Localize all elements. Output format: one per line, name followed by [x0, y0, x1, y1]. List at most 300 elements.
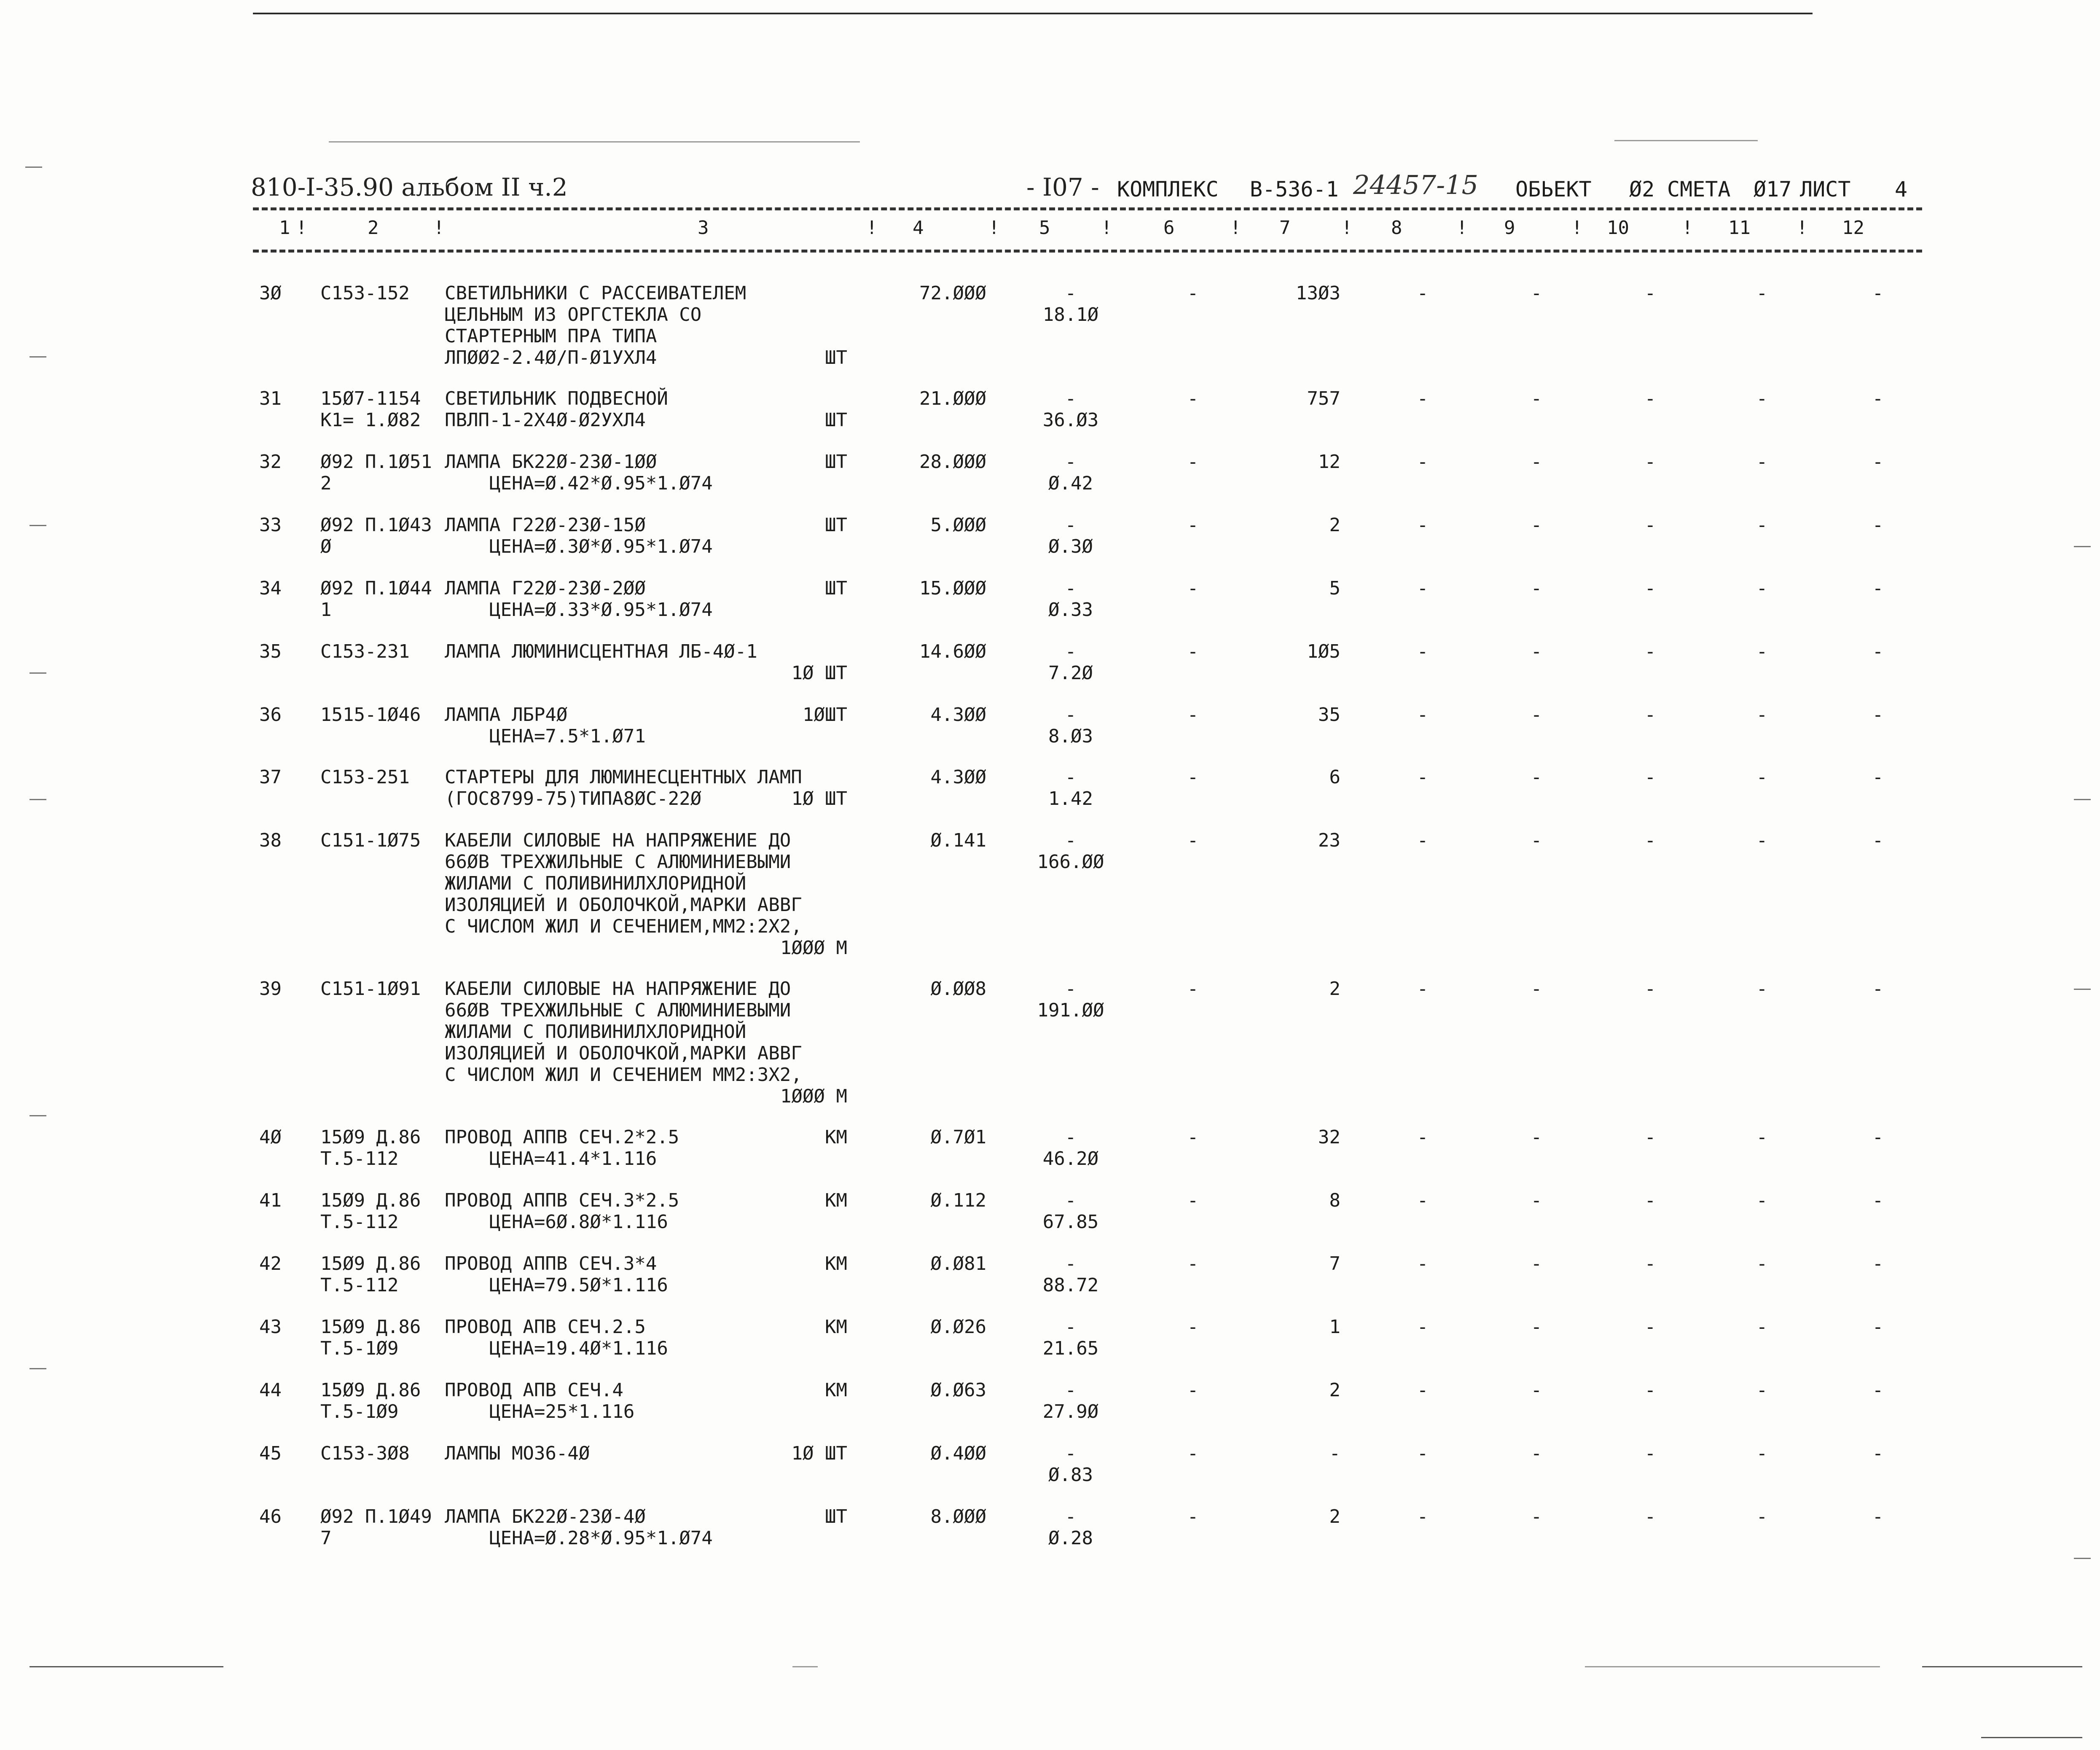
- description-line: ЖИЛАМИ С ПОЛИВИНИЛХЛОРИДНОЙ: [445, 1021, 747, 1043]
- column-number: 5: [1039, 217, 1050, 239]
- price-dash: -: [1065, 1316, 1077, 1338]
- col-12-value: -: [1872, 578, 1884, 599]
- top-sheet-rule: [253, 13, 1813, 14]
- col-8-value: -: [1417, 1316, 1429, 1338]
- column-separator: !: [1230, 217, 1241, 239]
- col-8-value: -: [1417, 578, 1429, 599]
- quantity: Ø.4ØØ: [930, 1443, 986, 1464]
- col-9-value: -: [1531, 1506, 1542, 1527]
- col-8-value: -: [1417, 514, 1429, 536]
- price-dash: -: [1065, 1190, 1077, 1211]
- row-number: 42: [259, 1253, 282, 1274]
- col-7-value: 757: [1307, 388, 1340, 409]
- col-7-value: 35: [1318, 704, 1340, 726]
- col-10-value: -: [1644, 514, 1656, 536]
- col-6-value: -: [1187, 514, 1199, 536]
- unit-price: Ø.33: [1048, 599, 1093, 621]
- row-number: 45: [259, 1443, 282, 1464]
- col-7-value: 12: [1318, 451, 1340, 473]
- description-line: ЛАМПА ЛБР4Ø: [445, 704, 568, 726]
- col-11-value: -: [1756, 388, 1768, 409]
- margin-mark: [30, 356, 46, 358]
- unit: ШТ: [825, 578, 847, 599]
- unit: КМ: [825, 1126, 847, 1148]
- code-line: Ø92 П.1Ø43: [320, 514, 432, 536]
- code-line: Ø92 П.1Ø44: [320, 578, 432, 599]
- col-8-value: -: [1417, 388, 1429, 409]
- sheet-number: 4: [1895, 177, 1908, 202]
- col-11-value: -: [1756, 830, 1768, 851]
- row-number: 35: [259, 641, 282, 662]
- code-line: С151-1Ø75: [320, 830, 421, 851]
- col-8-value: -: [1417, 704, 1429, 726]
- sheet-label: ЛИСТ: [1800, 177, 1851, 202]
- unit-price: 7.2Ø: [1048, 662, 1093, 684]
- unit-price: 36.Ø3: [1042, 409, 1099, 431]
- row-number: 31: [259, 388, 282, 409]
- quantity: 5.ØØØ: [930, 514, 986, 536]
- margin-mark: [30, 799, 46, 800]
- description-line: ЛПØØ2-2.4Ø/П-Ø1УХЛ4: [445, 347, 657, 368]
- handwritten-number: 24457-15: [1353, 169, 1479, 200]
- document-code: 810-I-35.90 альбом II ч.2: [251, 173, 568, 202]
- row-number: 36: [259, 704, 282, 726]
- quantity: Ø.Ø26: [930, 1316, 986, 1338]
- col-7-value: 32: [1318, 1126, 1340, 1148]
- code-line: 15Ø7-1154: [320, 388, 421, 409]
- col-8-value: -: [1417, 641, 1429, 662]
- description-line: ЛАМПЫ МО36-4Ø: [445, 1443, 590, 1464]
- col-10-value: -: [1644, 1443, 1656, 1464]
- code-line: 15Ø9 Д.86: [320, 1253, 421, 1274]
- col-10-value: -: [1644, 704, 1656, 726]
- col-6-value: -: [1187, 451, 1199, 473]
- column-number: 12: [1842, 217, 1864, 239]
- col-12-value: -: [1872, 704, 1884, 726]
- col-6-value: -: [1187, 704, 1199, 726]
- col-6-value: -: [1187, 1506, 1199, 1527]
- col-6-value: -: [1187, 641, 1199, 662]
- column-number: 3: [698, 217, 709, 239]
- code-line: Ø92 П.1Ø49: [320, 1506, 432, 1527]
- unit-price: 27.9Ø: [1042, 1401, 1099, 1422]
- column-separator: !: [988, 217, 1000, 239]
- price-dash: -: [1065, 641, 1077, 662]
- col-12-value: -: [1872, 978, 1884, 1000]
- code-line: Т.5-1Ø9: [320, 1401, 399, 1422]
- col-11-value: -: [1756, 1379, 1768, 1401]
- object-label: ОБЬЕКТ: [1515, 177, 1592, 202]
- col-10-value: -: [1644, 1253, 1656, 1274]
- price-dash: -: [1065, 1443, 1077, 1464]
- estimate-value: Ø17: [1754, 177, 1792, 202]
- col-7-value: 2: [1329, 1506, 1340, 1527]
- col-7-value: 23: [1318, 830, 1340, 851]
- faint-line: [1614, 140, 1758, 141]
- col-6-value: -: [1187, 1379, 1199, 1401]
- description-line: С ЧИСЛОМ ЖИЛ И СЕЧЕНИЕМ,ММ2:2Х2,: [445, 916, 802, 937]
- description-line: ЛАМПА БК22Ø-23Ø-4Ø: [445, 1506, 646, 1527]
- description-line: 66ØВ ТРЕХЖИЛЬНЫЕ С АЛЮМИНИЕВЫМИ: [445, 851, 791, 873]
- unit-price: Ø.83: [1048, 1464, 1093, 1486]
- col-7-value: 1: [1329, 1316, 1340, 1338]
- column-number: 7: [1279, 217, 1291, 239]
- description-line: ЦЕНА=Ø.42*Ø.95*1.Ø74: [445, 473, 713, 494]
- col-11-value: -: [1756, 978, 1768, 1000]
- col-6-value: -: [1187, 1443, 1199, 1464]
- col-9-value: -: [1531, 978, 1542, 1000]
- col-8-value: -: [1417, 282, 1429, 304]
- col-9-value: -: [1531, 766, 1542, 788]
- margin-mark: [30, 672, 46, 674]
- col-12-value: -: [1872, 1443, 1884, 1464]
- col-9-value: -: [1531, 578, 1542, 599]
- col-12-value: -: [1872, 1316, 1884, 1338]
- description-line: ПВЛП-1-2Х4Ø-Ø2УХЛ4: [445, 409, 646, 431]
- col-9-value: -: [1531, 1190, 1542, 1211]
- header-bottom-rule: [253, 250, 1922, 253]
- column-separator: !: [1571, 217, 1583, 239]
- unit-price: 191.ØØ: [1037, 1000, 1104, 1021]
- code-line: 15Ø9 Д.86: [320, 1379, 421, 1401]
- col-9-value: -: [1531, 1126, 1542, 1148]
- unit: 1ØШТ: [803, 704, 847, 726]
- col-6-value: -: [1187, 1316, 1199, 1338]
- code-line: Ø92 П.1Ø51: [320, 451, 432, 473]
- col-12-value: -: [1872, 388, 1884, 409]
- unit: 1Ø ШТ: [791, 662, 847, 684]
- row-number: 3Ø: [259, 282, 282, 304]
- col-11-value: -: [1756, 1253, 1768, 1274]
- complex-label: КОМПЛЕКС: [1117, 177, 1219, 202]
- quantity: 4.3ØØ: [930, 766, 986, 788]
- col-8-value: -: [1417, 766, 1429, 788]
- col-9-value: -: [1531, 1379, 1542, 1401]
- unit-price: 88.72: [1042, 1274, 1099, 1296]
- col-11-value: -: [1756, 514, 1768, 536]
- description-line: ЦЕНА=41.4*1.116: [445, 1148, 657, 1169]
- col-12-value: -: [1872, 1379, 1884, 1401]
- col-7-value: 8: [1329, 1190, 1340, 1211]
- row-number: 37: [259, 766, 282, 788]
- unit: 1ØØØ М: [780, 1086, 847, 1107]
- col-9-value: -: [1531, 1253, 1542, 1274]
- description-line: 66ØВ ТРЕХЖИЛЬНЫЕ С АЛЮМИНИЕВЫМИ: [445, 1000, 791, 1021]
- object-value: Ø2: [1629, 177, 1655, 202]
- col-7-value: 6: [1329, 766, 1340, 788]
- col-11-value: -: [1756, 578, 1768, 599]
- price-dash: -: [1065, 1506, 1077, 1527]
- margin-mark: [2074, 989, 2091, 990]
- price-dash: -: [1065, 704, 1077, 726]
- col-12-value: -: [1872, 830, 1884, 851]
- quantity: Ø.112: [930, 1190, 986, 1211]
- quantity: 14.6ØØ: [919, 641, 986, 662]
- column-number: 10: [1607, 217, 1629, 239]
- col-12-value: -: [1872, 282, 1884, 304]
- col-11-value: -: [1756, 282, 1768, 304]
- unit-price: Ø.42: [1048, 473, 1093, 494]
- col-10-value: -: [1644, 1190, 1656, 1211]
- col-6-value: -: [1187, 1253, 1199, 1274]
- description-line: СВЕТИЛЬНИК ПОДВЕСНОЙ: [445, 388, 668, 409]
- description-line: ЦЕНА=7.5*1.Ø71: [445, 726, 646, 747]
- unit-price: 1.42: [1048, 788, 1093, 809]
- unit: КМ: [825, 1379, 847, 1401]
- row-number: 34: [259, 578, 282, 599]
- column-number: 6: [1163, 217, 1175, 239]
- description-line: ЛАМПА БК22Ø-23Ø-1ØØ: [445, 451, 657, 473]
- unit: ШТ: [825, 1506, 847, 1527]
- unit: 1ØØØ М: [780, 937, 847, 959]
- col-10-value: -: [1644, 1506, 1656, 1527]
- col-10-value: -: [1644, 830, 1656, 851]
- price-dash: -: [1065, 1379, 1077, 1401]
- col-8-value: -: [1417, 1443, 1429, 1464]
- description-line: ЦЕНА=6Ø.8Ø*1.116: [445, 1211, 668, 1233]
- margin-mark: [30, 1115, 46, 1116]
- col-9-value: -: [1531, 830, 1542, 851]
- price-dash: -: [1065, 978, 1077, 1000]
- code-line: Ø: [320, 536, 332, 557]
- col-10-value: -: [1644, 1316, 1656, 1338]
- col-11-value: -: [1756, 1126, 1768, 1148]
- quantity: 21.ØØØ: [919, 388, 986, 409]
- price-dash: -: [1065, 1126, 1077, 1148]
- column-separator: !: [433, 217, 445, 239]
- col-12-value: -: [1872, 1506, 1884, 1527]
- col-7-value: 13Ø3: [1296, 282, 1340, 304]
- quantity: Ø.141: [930, 830, 986, 851]
- col-10-value: -: [1644, 641, 1656, 662]
- description-line: ЦЕНА=Ø.3Ø*Ø.95*1.Ø74: [445, 536, 713, 557]
- unit-price: Ø.28: [1048, 1527, 1093, 1549]
- col-12-value: -: [1872, 1190, 1884, 1211]
- description-line: ИЗОЛЯЦИЕЙ И ОБОЛОЧКОЙ,МАРКИ АВВГ: [445, 894, 802, 916]
- code-line: Т.5-112: [320, 1211, 399, 1233]
- col-11-value: -: [1756, 451, 1768, 473]
- quantity: Ø.Ø81: [930, 1253, 986, 1274]
- col-7-value: 5: [1329, 578, 1340, 599]
- col-8-value: -: [1417, 1506, 1429, 1527]
- description-line: ЛАМПА Г22Ø-23Ø-15Ø: [445, 514, 646, 536]
- description-line: КАБЕЛИ СИЛОВЫЕ НА НАПРЯЖЕНИЕ ДО: [445, 978, 791, 1000]
- quantity: 8.ØØØ: [930, 1506, 986, 1527]
- price-dash: -: [1065, 282, 1077, 304]
- code-line: 7: [320, 1527, 332, 1549]
- description-line: ПРОВОД АППВ СЕЧ.3*4: [445, 1253, 657, 1274]
- description-line: ПРОВОД АППВ СЕЧ.2*2.5: [445, 1126, 679, 1148]
- code-line: 15Ø9 Д.86: [320, 1190, 421, 1211]
- col-11-value: -: [1756, 704, 1768, 726]
- unit-price: 21.65: [1042, 1338, 1099, 1359]
- faint-line: [329, 141, 860, 142]
- unit: 1Ø ШТ: [791, 788, 847, 809]
- unit: ШТ: [825, 409, 847, 431]
- col-10-value: -: [1644, 282, 1656, 304]
- code-line: 15Ø9 Д.86: [320, 1126, 421, 1148]
- quantity: 28.ØØØ: [919, 451, 986, 473]
- quantity: 4.3ØØ: [930, 704, 986, 726]
- column-number: 9: [1504, 217, 1515, 239]
- column-separator: !: [1101, 217, 1112, 239]
- col-11-value: -: [1756, 1506, 1768, 1527]
- price-dash: -: [1065, 578, 1077, 599]
- price-dash: -: [1065, 388, 1077, 409]
- row-number: 41: [259, 1190, 282, 1211]
- col-9-value: -: [1531, 1443, 1542, 1464]
- col-9-value: -: [1531, 388, 1542, 409]
- column-number: 11: [1728, 217, 1751, 239]
- col-6-value: -: [1187, 766, 1199, 788]
- column-number: 1: [279, 217, 290, 239]
- row-number: 43: [259, 1316, 282, 1338]
- col-9-value: -: [1531, 1316, 1542, 1338]
- col-11-value: -: [1756, 1443, 1768, 1464]
- page-code: - I07 -: [1026, 173, 1099, 202]
- row-number: 44: [259, 1379, 282, 1401]
- description-line: ПРОВОД АПВ СЕЧ.4: [445, 1379, 623, 1401]
- price-dash: -: [1065, 514, 1077, 536]
- description-line: ИЗОЛЯЦИЕЙ И ОБОЛОЧКОЙ,МАРКИ АВВГ: [445, 1043, 802, 1064]
- description-line: КАБЕЛИ СИЛОВЫЕ НА НАПРЯЖЕНИЕ ДО: [445, 830, 791, 851]
- sheet-header: [251, 169, 1924, 202]
- margin-mark: [25, 167, 42, 168]
- col-12-value: -: [1872, 451, 1884, 473]
- col-8-value: -: [1417, 451, 1429, 473]
- description-line: С ЧИСЛОМ ЖИЛ И СЕЧЕНИЕМ ММ2:3Х2,: [445, 1064, 802, 1086]
- estimate-label: СМЕТА: [1667, 177, 1731, 202]
- quantity: 72.ØØØ: [919, 282, 986, 304]
- unit-price: 67.85: [1042, 1211, 1099, 1233]
- col-6-value: -: [1187, 578, 1199, 599]
- description-line: ЦЕНА=Ø.28*Ø.95*1.Ø74: [445, 1527, 713, 1549]
- column-number-row: [253, 217, 1922, 247]
- col-7-value: 2: [1329, 514, 1340, 536]
- col-10-value: -: [1644, 766, 1656, 788]
- code-line: С151-1Ø91: [320, 978, 421, 1000]
- unit: 1Ø ШТ: [791, 1443, 847, 1464]
- margin-mark: [30, 525, 46, 526]
- bottom-rule: [1922, 1666, 2082, 1667]
- header-top-rule: [253, 207, 1922, 210]
- quantity: Ø.Ø63: [930, 1379, 986, 1401]
- code-line: Т.5-1Ø9: [320, 1338, 399, 1359]
- code-line: 1515-1Ø46: [320, 704, 421, 726]
- col-7-value: 7: [1329, 1253, 1340, 1274]
- col-6-value: -: [1187, 1126, 1199, 1148]
- col-8-value: -: [1417, 1126, 1429, 1148]
- description-line: ЦЕНА=79.5Ø*1.116: [445, 1274, 668, 1296]
- col-10-value: -: [1644, 388, 1656, 409]
- unit-price: Ø.3Ø: [1048, 536, 1093, 557]
- description-line: ЦЕНА=Ø.33*Ø.95*1.Ø74: [445, 599, 713, 621]
- column-separator: !: [1682, 217, 1693, 239]
- margin-mark: [2074, 1558, 2091, 1559]
- margin-mark: [2074, 799, 2091, 800]
- column-separator: !: [296, 217, 307, 239]
- col-6-value: -: [1187, 830, 1199, 851]
- code-line: С153-251: [320, 766, 410, 788]
- row-number: 33: [259, 514, 282, 536]
- price-dash: -: [1065, 1253, 1077, 1274]
- col-12-value: -: [1872, 641, 1884, 662]
- description-line: ЦЕНА=25*1.116: [445, 1401, 635, 1422]
- unit: КМ: [825, 1253, 847, 1274]
- description-line: ЖИЛАМИ С ПОЛИВИНИЛХЛОРИДНОЙ: [445, 873, 747, 894]
- col-11-value: -: [1756, 766, 1768, 788]
- description-line: СВЕТИЛЬНИКИ С РАССЕИВАТЕЛЕМ: [445, 282, 747, 304]
- description-line: ПРОВОД АППВ СЕЧ.3*2.5: [445, 1190, 679, 1211]
- col-7-value: -: [1329, 1443, 1340, 1464]
- col-10-value: -: [1644, 451, 1656, 473]
- margin-mark: [30, 1368, 46, 1369]
- description-line: (ГОС8799-75)ТИПА8ØС-22Ø: [445, 788, 702, 809]
- col-9-value: -: [1531, 451, 1542, 473]
- unit-price: 8.Ø3: [1048, 726, 1093, 747]
- col-8-value: -: [1417, 1253, 1429, 1274]
- code-line: 15Ø9 Д.86: [320, 1316, 421, 1338]
- quantity: Ø.ØØ8: [930, 978, 986, 1000]
- column-number: 4: [913, 217, 924, 239]
- bottom-rule: [30, 1666, 223, 1667]
- col-12-value: -: [1872, 1126, 1884, 1148]
- description-line: СТАРТЕРЫ ДЛЯ ЛЮМИНЕСЦЕНТНЫХ ЛАМП: [445, 766, 802, 788]
- row-number: 32: [259, 451, 282, 473]
- row-number: 39: [259, 978, 282, 1000]
- col-11-value: -: [1756, 1316, 1768, 1338]
- col-10-value: -: [1644, 578, 1656, 599]
- code-line: 1: [320, 599, 332, 621]
- code-line: С153-152: [320, 282, 410, 304]
- unit-price: 166.ØØ: [1037, 851, 1104, 873]
- col-8-value: -: [1417, 1190, 1429, 1211]
- col-9-value: -: [1531, 704, 1542, 726]
- column-separator: !: [1456, 217, 1468, 239]
- row-number: 4Ø: [259, 1126, 282, 1148]
- code-line: С153-231: [320, 641, 410, 662]
- unit: ШТ: [825, 514, 847, 536]
- unit: ШТ: [825, 451, 847, 473]
- column-separator: !: [1797, 217, 1808, 239]
- column-separator: !: [1341, 217, 1353, 239]
- col-10-value: -: [1644, 1126, 1656, 1148]
- description-line: СТАРТЕРНЫМ ПРА ТИПА: [445, 325, 657, 347]
- unit: КМ: [825, 1316, 847, 1338]
- column-separator: !: [866, 217, 878, 239]
- col-10-value: -: [1644, 1379, 1656, 1401]
- col-8-value: -: [1417, 1379, 1429, 1401]
- column-number: 8: [1391, 217, 1402, 239]
- column-number: 2: [368, 217, 379, 239]
- col-6-value: -: [1187, 388, 1199, 409]
- description-line: ПРОВОД АПВ СЕЧ.2.5: [445, 1316, 646, 1338]
- col-6-value: -: [1187, 282, 1199, 304]
- col-8-value: -: [1417, 978, 1429, 1000]
- col-12-value: -: [1872, 514, 1884, 536]
- quantity: 15.ØØØ: [919, 578, 986, 599]
- description-line: ЛАМПА ЛЮМИНИСЦЕНТНАЯ ЛБ-4Ø-1: [445, 641, 757, 662]
- col-9-value: -: [1531, 282, 1542, 304]
- row-number: 46: [259, 1506, 282, 1527]
- col-6-value: -: [1187, 978, 1199, 1000]
- faint-line: [1585, 1666, 1880, 1667]
- unit-price: 18.1Ø: [1042, 304, 1099, 325]
- col-12-value: -: [1872, 766, 1884, 788]
- unit-price: 46.2Ø: [1042, 1148, 1099, 1169]
- col-10-value: -: [1644, 978, 1656, 1000]
- col-7-value: 1Ø5: [1307, 641, 1340, 662]
